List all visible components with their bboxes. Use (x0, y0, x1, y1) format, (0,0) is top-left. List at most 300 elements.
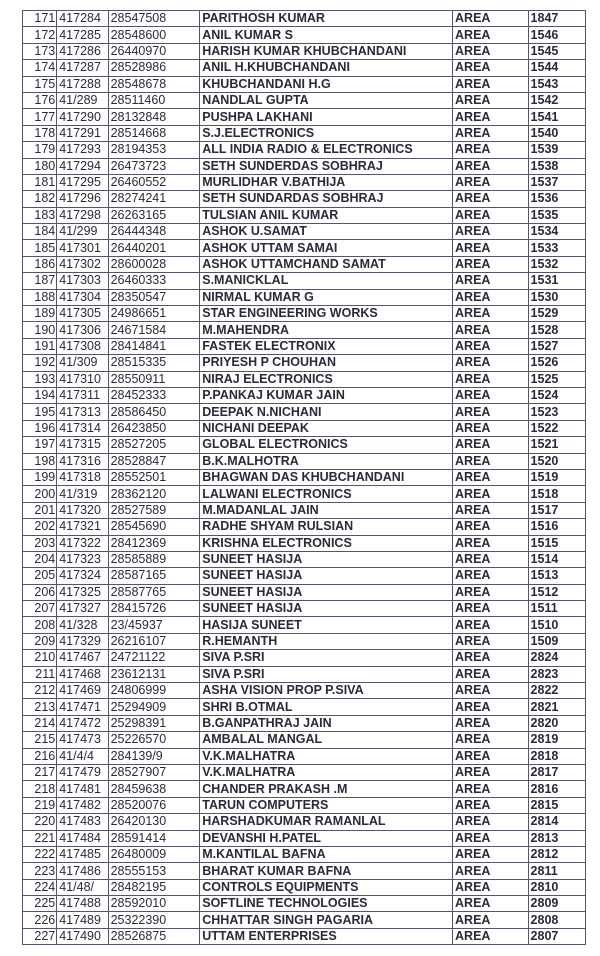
area-value-cell: 1534 (528, 224, 585, 240)
number-cell: 28600028 (108, 256, 200, 272)
code-cell: 417471 (57, 699, 108, 715)
serial-number-cell: 198 (23, 453, 57, 469)
name-cell: FASTEK ELECTRONIX (200, 338, 453, 354)
area-cell: AREA (453, 256, 529, 272)
table-row (23, 830, 586, 846)
name-cell: CHANDER PRAKASH .M (200, 781, 453, 797)
name-cell: SUNEET HASIJA (200, 551, 453, 567)
table-row (23, 207, 586, 223)
code-cell: 417284 (57, 11, 108, 27)
serial-number-cell: 214 (23, 715, 57, 731)
area-cell: AREA (453, 27, 529, 43)
area-cell: AREA (453, 60, 529, 76)
number-cell: 28514668 (108, 125, 200, 141)
number-cell: 28515335 (108, 355, 200, 371)
serial-number-cell: 173 (23, 43, 57, 59)
area-value-cell: 2808 (528, 912, 585, 928)
name-cell: SETH SUNDARDAS SOBHRAJ (200, 191, 453, 207)
code-cell: 41/48/ (57, 879, 108, 895)
serial-number-cell: 171 (23, 11, 57, 27)
area-value-cell: 1512 (528, 584, 585, 600)
table-row (23, 338, 586, 354)
serial-number-cell: 202 (23, 519, 57, 535)
code-cell: 41/4/4 (57, 748, 108, 764)
table-row (23, 551, 586, 567)
serial-number-cell: 192 (23, 355, 57, 371)
area-cell: AREA (453, 879, 529, 895)
name-cell: NANDLAL GUPTA (200, 92, 453, 108)
name-cell: SIVA P.SRI (200, 650, 453, 666)
name-cell: ASHOK UTTAM SAMAI (200, 240, 453, 256)
area-value-cell: 1509 (528, 633, 585, 649)
serial-number-cell: 179 (23, 142, 57, 158)
code-cell: 417304 (57, 289, 108, 305)
code-cell: 417315 (57, 437, 108, 453)
name-cell: M.KANTILAL BAFNA (200, 846, 453, 862)
serial-number-cell: 201 (23, 502, 57, 518)
number-cell: 28547508 (108, 11, 200, 27)
table-row (23, 273, 586, 289)
name-cell: STAR ENGINEERING WORKS (200, 306, 453, 322)
number-cell: 28415726 (108, 601, 200, 617)
name-cell: SUNEET HASIJA (200, 568, 453, 584)
name-cell: SUNEET HASIJA (200, 601, 453, 617)
name-cell: NIRMAL KUMAR G (200, 289, 453, 305)
table-row (23, 584, 586, 600)
area-cell: AREA (453, 273, 529, 289)
number-cell: 28527589 (108, 502, 200, 518)
name-cell: SETH SUNDERDAS SOBHRAJ (200, 158, 453, 174)
area-cell: AREA (453, 732, 529, 748)
table-row (23, 797, 586, 813)
area-value-cell: 1545 (528, 43, 585, 59)
name-cell: PRIYESH P CHOUHAN (200, 355, 453, 371)
serial-number-cell: 176 (23, 92, 57, 108)
area-value-cell: 2814 (528, 814, 585, 830)
area-cell: AREA (453, 11, 529, 27)
area-value-cell: 1542 (528, 92, 585, 108)
area-value-cell: 1519 (528, 469, 585, 485)
code-cell: 417291 (57, 125, 108, 141)
serial-number-cell: 194 (23, 387, 57, 403)
code-cell: 417311 (57, 387, 108, 403)
number-cell: 28585889 (108, 551, 200, 567)
number-cell: 28414841 (108, 338, 200, 354)
serial-number-cell: 174 (23, 60, 57, 76)
table-row (23, 224, 586, 240)
area-cell: AREA (453, 535, 529, 551)
number-cell: 24721122 (108, 650, 200, 666)
number-cell: 25322390 (108, 912, 200, 928)
name-cell: R.HEMANTH (200, 633, 453, 649)
area-value-cell: 2815 (528, 797, 585, 813)
code-cell: 417298 (57, 207, 108, 223)
area-value-cell: 1513 (528, 568, 585, 584)
table-row (23, 437, 586, 453)
name-cell: ASHOK U.SAMAT (200, 224, 453, 240)
serial-number-cell: 180 (23, 158, 57, 174)
serial-number-cell: 208 (23, 617, 57, 633)
number-cell: 28592010 (108, 896, 200, 912)
area-cell: AREA (453, 338, 529, 354)
code-cell: 417322 (57, 535, 108, 551)
number-cell: 28548678 (108, 76, 200, 92)
serial-number-cell: 172 (23, 27, 57, 43)
serial-number-cell: 226 (23, 912, 57, 928)
area-value-cell: 1525 (528, 371, 585, 387)
area-value-cell: 1540 (528, 125, 585, 141)
serial-number-cell: 206 (23, 584, 57, 600)
area-value-cell: 1517 (528, 502, 585, 518)
table-row (23, 912, 586, 928)
name-cell: HARISH KUMAR KHUBCHANDANI (200, 43, 453, 59)
code-cell: 417320 (57, 502, 108, 518)
table-row (23, 60, 586, 76)
area-cell: AREA (453, 863, 529, 879)
name-cell: S.J.ELECTRONICS (200, 125, 453, 141)
name-cell: S.MANICKLAL (200, 273, 453, 289)
name-cell: HASIJA SUNEET (200, 617, 453, 633)
name-cell: CONTROLS EQUIPMENTS (200, 879, 453, 895)
area-cell: AREA (453, 355, 529, 371)
table-row (23, 928, 586, 944)
serial-number-cell: 221 (23, 830, 57, 846)
serial-number-cell: 212 (23, 683, 57, 699)
name-cell: RADHE SHYAM RULSIAN (200, 519, 453, 535)
table-row (23, 863, 586, 879)
number-cell: 24671584 (108, 322, 200, 338)
area-cell: AREA (453, 306, 529, 322)
name-cell: BHAGWAN DAS KHUBCHANDANI (200, 469, 453, 485)
code-cell: 41/289 (57, 92, 108, 108)
serial-number-cell: 223 (23, 863, 57, 879)
code-cell: 417489 (57, 912, 108, 928)
serial-number-cell: 209 (23, 633, 57, 649)
serial-number-cell: 195 (23, 404, 57, 420)
number-cell: 28452333 (108, 387, 200, 403)
serial-number-cell: 191 (23, 338, 57, 354)
code-cell: 417482 (57, 797, 108, 813)
number-cell: 28194353 (108, 142, 200, 158)
area-value-cell: 2818 (528, 748, 585, 764)
area-cell: AREA (453, 764, 529, 780)
number-cell: 26444348 (108, 224, 200, 240)
name-cell: HARSHADKUMAR RAMANLAL (200, 814, 453, 830)
number-cell: 24806999 (108, 683, 200, 699)
serial-number-cell: 184 (23, 224, 57, 240)
table-row (23, 11, 586, 27)
serial-number-cell: 210 (23, 650, 57, 666)
number-cell: 28459638 (108, 781, 200, 797)
name-cell: KRISHNA ELECTRONICS (200, 535, 453, 551)
number-cell: 28555153 (108, 863, 200, 879)
table-row (23, 896, 586, 912)
number-cell: 26263165 (108, 207, 200, 223)
table-row (23, 322, 586, 338)
area-value-cell: 2813 (528, 830, 585, 846)
area-value-cell: 1537 (528, 174, 585, 190)
number-cell: 28528847 (108, 453, 200, 469)
area-cell: AREA (453, 240, 529, 256)
name-cell: TULSIAN ANIL KUMAR (200, 207, 453, 223)
code-cell: 417301 (57, 240, 108, 256)
area-value-cell: 1541 (528, 109, 585, 125)
area-value-cell: 1522 (528, 420, 585, 436)
area-value-cell: 2823 (528, 666, 585, 682)
table-row (23, 240, 586, 256)
code-cell: 417288 (57, 76, 108, 92)
number-cell: 28548600 (108, 27, 200, 43)
serial-number-cell: 207 (23, 601, 57, 617)
area-value-cell: 1526 (528, 355, 585, 371)
code-cell: 417481 (57, 781, 108, 797)
area-value-cell: 1518 (528, 486, 585, 502)
table-row (23, 715, 586, 731)
serial-number-cell: 224 (23, 879, 57, 895)
serial-number-cell: 213 (23, 699, 57, 715)
area-cell: AREA (453, 896, 529, 912)
serial-number-cell: 183 (23, 207, 57, 223)
table-row (23, 355, 586, 371)
number-cell: 28586450 (108, 404, 200, 420)
number-cell: 28362120 (108, 486, 200, 502)
code-cell: 417290 (57, 109, 108, 125)
area-cell: AREA (453, 551, 529, 567)
table-row (23, 633, 586, 649)
area-cell: AREA (453, 453, 529, 469)
serial-number-cell: 227 (23, 928, 57, 944)
number-cell: 28482195 (108, 879, 200, 895)
area-cell: AREA (453, 371, 529, 387)
area-value-cell: 2821 (528, 699, 585, 715)
table-row (23, 683, 586, 699)
name-cell: B.K.MALHOTRA (200, 453, 453, 469)
area-value-cell: 1524 (528, 387, 585, 403)
code-cell: 417295 (57, 174, 108, 190)
serial-number-cell: 217 (23, 764, 57, 780)
name-cell: CHHATTAR SINGH PAGARIA (200, 912, 453, 928)
name-cell: SOFTLINE TECHNOLOGIES (200, 896, 453, 912)
area-value-cell: 1530 (528, 289, 585, 305)
area-cell: AREA (453, 519, 529, 535)
area-cell: AREA (453, 617, 529, 633)
code-cell: 417306 (57, 322, 108, 338)
number-cell: 26440970 (108, 43, 200, 59)
area-value-cell: 1535 (528, 207, 585, 223)
table-body (23, 11, 586, 945)
code-cell: 417286 (57, 43, 108, 59)
serial-number-cell: 199 (23, 469, 57, 485)
area-cell: AREA (453, 633, 529, 649)
area-cell: AREA (453, 568, 529, 584)
area-value-cell: 2811 (528, 863, 585, 879)
area-value-cell: 2812 (528, 846, 585, 862)
serial-number-cell: 188 (23, 289, 57, 305)
area-value-cell: 1529 (528, 306, 585, 322)
area-cell: AREA (453, 666, 529, 682)
area-cell: AREA (453, 928, 529, 944)
area-value-cell: 1538 (528, 158, 585, 174)
area-value-cell: 1847 (528, 11, 585, 27)
serial-number-cell: 205 (23, 568, 57, 584)
table-row (23, 109, 586, 125)
name-cell: P.PANKAJ KUMAR JAIN (200, 387, 453, 403)
number-cell: 28274241 (108, 191, 200, 207)
area-cell: AREA (453, 699, 529, 715)
table-row (23, 158, 586, 174)
area-value-cell: 1544 (528, 60, 585, 76)
serial-number-cell: 196 (23, 420, 57, 436)
table-row (23, 535, 586, 551)
number-cell: 23612131 (108, 666, 200, 682)
table-row (23, 92, 586, 108)
serial-number-cell: 204 (23, 551, 57, 567)
number-cell: 26216107 (108, 633, 200, 649)
number-cell: 284139/9 (108, 748, 200, 764)
number-cell: 28587765 (108, 584, 200, 600)
name-cell: UTTAM ENTERPRISES (200, 928, 453, 944)
name-cell: TARUN COMPUTERS (200, 797, 453, 813)
code-cell: 41/319 (57, 486, 108, 502)
name-cell: ASHA VISION PROP P.SIVA (200, 683, 453, 699)
code-cell: 417473 (57, 732, 108, 748)
code-cell: 417310 (57, 371, 108, 387)
area-cell: AREA (453, 191, 529, 207)
name-cell: ASHOK UTTAMCHAND SAMAT (200, 256, 453, 272)
number-cell: 28591414 (108, 830, 200, 846)
code-cell: 41/309 (57, 355, 108, 371)
area-cell: AREA (453, 142, 529, 158)
area-value-cell: 2819 (528, 732, 585, 748)
table-row (23, 76, 586, 92)
name-cell: GLOBAL ELECTRONICS (200, 437, 453, 453)
area-cell: AREA (453, 486, 529, 502)
serial-number-cell: 220 (23, 814, 57, 830)
number-cell: 26440201 (108, 240, 200, 256)
name-cell: NICHANI DEEPAK (200, 420, 453, 436)
name-cell: V.K.MALHATRA (200, 748, 453, 764)
number-cell: 26480009 (108, 846, 200, 862)
table-row (23, 125, 586, 141)
table-row (23, 174, 586, 190)
area-cell: AREA (453, 601, 529, 617)
table-row (23, 601, 586, 617)
code-cell: 417313 (57, 404, 108, 420)
number-cell: 26460552 (108, 174, 200, 190)
area-cell: AREA (453, 650, 529, 666)
area-cell: AREA (453, 830, 529, 846)
code-cell: 417485 (57, 846, 108, 862)
area-cell: AREA (453, 502, 529, 518)
number-cell: 28550911 (108, 371, 200, 387)
serial-number-cell: 193 (23, 371, 57, 387)
area-value-cell: 2807 (528, 928, 585, 944)
area-value-cell: 1521 (528, 437, 585, 453)
area-value-cell: 2822 (528, 683, 585, 699)
area-value-cell: 1531 (528, 273, 585, 289)
name-cell: LALWANI ELECTRONICS (200, 486, 453, 502)
table-row (23, 43, 586, 59)
area-value-cell: 1546 (528, 27, 585, 43)
number-cell: 28545690 (108, 519, 200, 535)
table-row (23, 846, 586, 862)
area-cell: AREA (453, 781, 529, 797)
area-cell: AREA (453, 76, 529, 92)
area-value-cell: 2816 (528, 781, 585, 797)
area-value-cell: 1511 (528, 601, 585, 617)
serial-number-cell: 211 (23, 666, 57, 682)
table-row (23, 617, 586, 633)
table-row (23, 289, 586, 305)
table-row (23, 781, 586, 797)
area-value-cell: 2824 (528, 650, 585, 666)
table-row (23, 879, 586, 895)
code-cell: 417488 (57, 896, 108, 912)
area-cell: AREA (453, 289, 529, 305)
number-cell: 28528986 (108, 60, 200, 76)
number-cell: 24986651 (108, 306, 200, 322)
number-cell: 28132848 (108, 109, 200, 125)
number-cell: 26420130 (108, 814, 200, 830)
code-cell: 417323 (57, 551, 108, 567)
code-cell: 417468 (57, 666, 108, 682)
name-cell: BHARAT KUMAR BAFNA (200, 863, 453, 879)
table-row (23, 306, 586, 322)
name-cell: DEEPAK N.NICHANI (200, 404, 453, 420)
number-cell: 28520076 (108, 797, 200, 813)
area-value-cell: 2810 (528, 879, 585, 895)
area-cell: AREA (453, 207, 529, 223)
table-row (23, 699, 586, 715)
serial-number-cell: 203 (23, 535, 57, 551)
code-cell: 417490 (57, 928, 108, 944)
area-value-cell: 1523 (528, 404, 585, 420)
code-cell: 417329 (57, 633, 108, 649)
area-cell: AREA (453, 683, 529, 699)
area-value-cell: 1520 (528, 453, 585, 469)
code-cell: 417469 (57, 683, 108, 699)
area-cell: AREA (453, 174, 529, 190)
code-cell: 417316 (57, 453, 108, 469)
serial-number-cell: 218 (23, 781, 57, 797)
area-value-cell: 2820 (528, 715, 585, 731)
name-cell: V.K.MALHATRA (200, 764, 453, 780)
table-row (23, 27, 586, 43)
code-cell: 417287 (57, 60, 108, 76)
name-cell: M.MAHENDRA (200, 322, 453, 338)
serial-number-cell: 219 (23, 797, 57, 813)
number-cell: 28527205 (108, 437, 200, 453)
code-cell: 417467 (57, 650, 108, 666)
serial-number-cell: 187 (23, 273, 57, 289)
number-cell: 26423850 (108, 420, 200, 436)
code-cell: 417293 (57, 142, 108, 158)
serial-number-cell: 200 (23, 486, 57, 502)
area-cell: AREA (453, 158, 529, 174)
code-cell: 417327 (57, 601, 108, 617)
table-row (23, 814, 586, 830)
area-cell: AREA (453, 814, 529, 830)
number-cell: 25294909 (108, 699, 200, 715)
serial-number-cell: 181 (23, 174, 57, 190)
number-cell: 28526875 (108, 928, 200, 944)
code-cell: 417296 (57, 191, 108, 207)
name-cell: ANIL H.KHUBCHANDANI (200, 60, 453, 76)
code-cell: 417324 (57, 568, 108, 584)
serial-number-cell: 175 (23, 76, 57, 92)
code-cell: 417321 (57, 519, 108, 535)
table-row (23, 568, 586, 584)
